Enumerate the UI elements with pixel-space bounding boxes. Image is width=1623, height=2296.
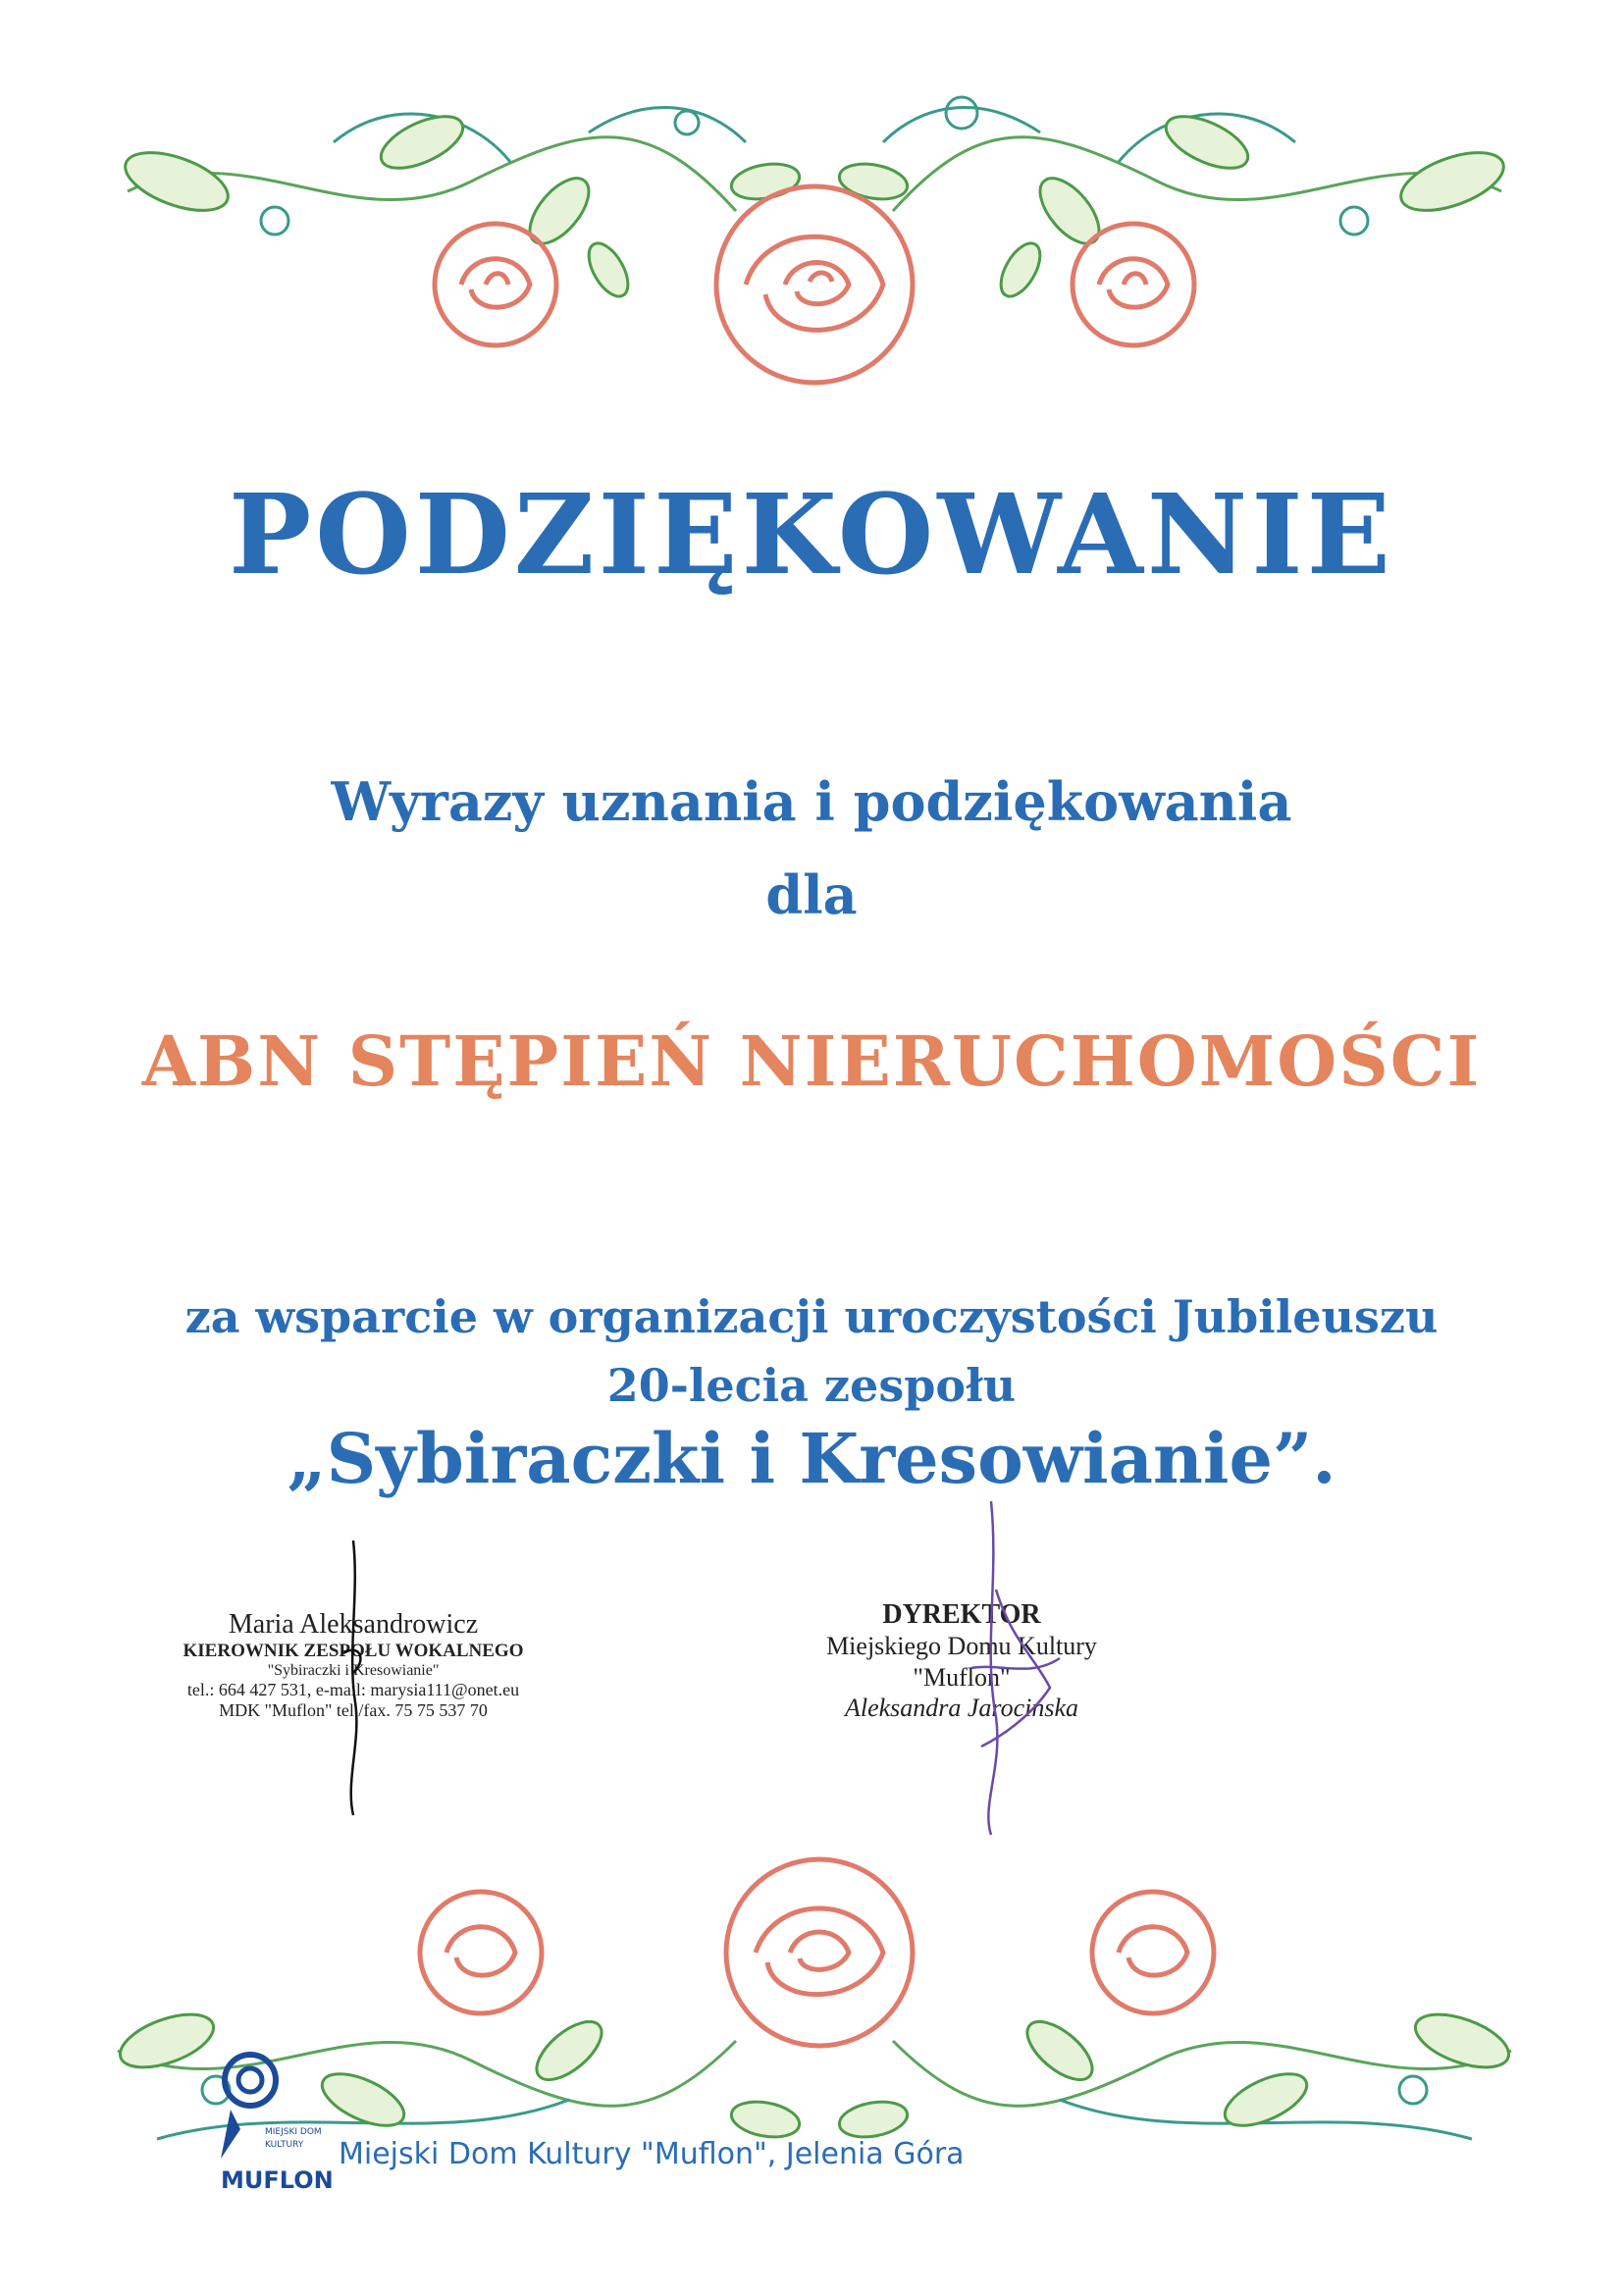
logo-text-2: KULTURY	[265, 2140, 304, 2150]
left-signatory-name: Maria Aleksandrowicz	[228, 1609, 479, 1640]
muflon-logo-icon	[211, 2041, 334, 2218]
left-signatory-role: KIEROWNIK ZESPOŁU WOKALNEGO	[183, 1641, 524, 1661]
intro-line-2: dla	[765, 863, 858, 926]
right-handwritten-signature	[942, 1491, 1070, 1845]
ensemble-name: „Sybiraczki i Kresowianie”.	[287, 1418, 1336, 1499]
left-signatory-ensemble: "Sybiraczki i Kresowianie"	[267, 1662, 440, 1679]
reason-line-2: 20-lecia zespołu	[606, 1359, 1017, 1412]
right-signatory-name: Aleksandra Jarocińska	[844, 1694, 1079, 1722]
logo-text-3: MUFLON	[221, 2166, 334, 2194]
reason-line-1: za wsparcie w organizacji uroczystości Jubileuszu	[184, 1290, 1439, 1343]
left-handwritten-signature	[324, 1536, 383, 1820]
logo-text-1: MIEJSKI DOM	[265, 2127, 322, 2137]
footer-institution: Miejski Dom Kultury "Muflon", Jelenia Góra	[339, 2137, 965, 2171]
left-signatory-contact-2: MDK "Muflon" tel./fax. 75 75 537 70	[219, 1700, 488, 1720]
right-signatory-role: DYREKTOR	[882, 1599, 1041, 1630]
certificate-title: PODZIĘKOWANIE	[229, 471, 1394, 600]
right-signatory-institution-2: "Muflon"	[913, 1663, 1011, 1692]
top-floral-ornament	[98, 74, 1531, 427]
left-signatory-contact: tel.: 664 427 531, e-mail: marysia111@onet.eu	[186, 1680, 520, 1699]
right-signatory-institution: Miejskiego Domu Kultury	[826, 1632, 1097, 1660]
intro-line-1: Wyrazy uznania i podziękowania	[331, 770, 1292, 833]
recipient-name: ABN STĘPIEŃ NIERUCHOMOŚCI	[141, 1020, 1482, 1102]
muflon-logo	[211, 2041, 334, 2218]
